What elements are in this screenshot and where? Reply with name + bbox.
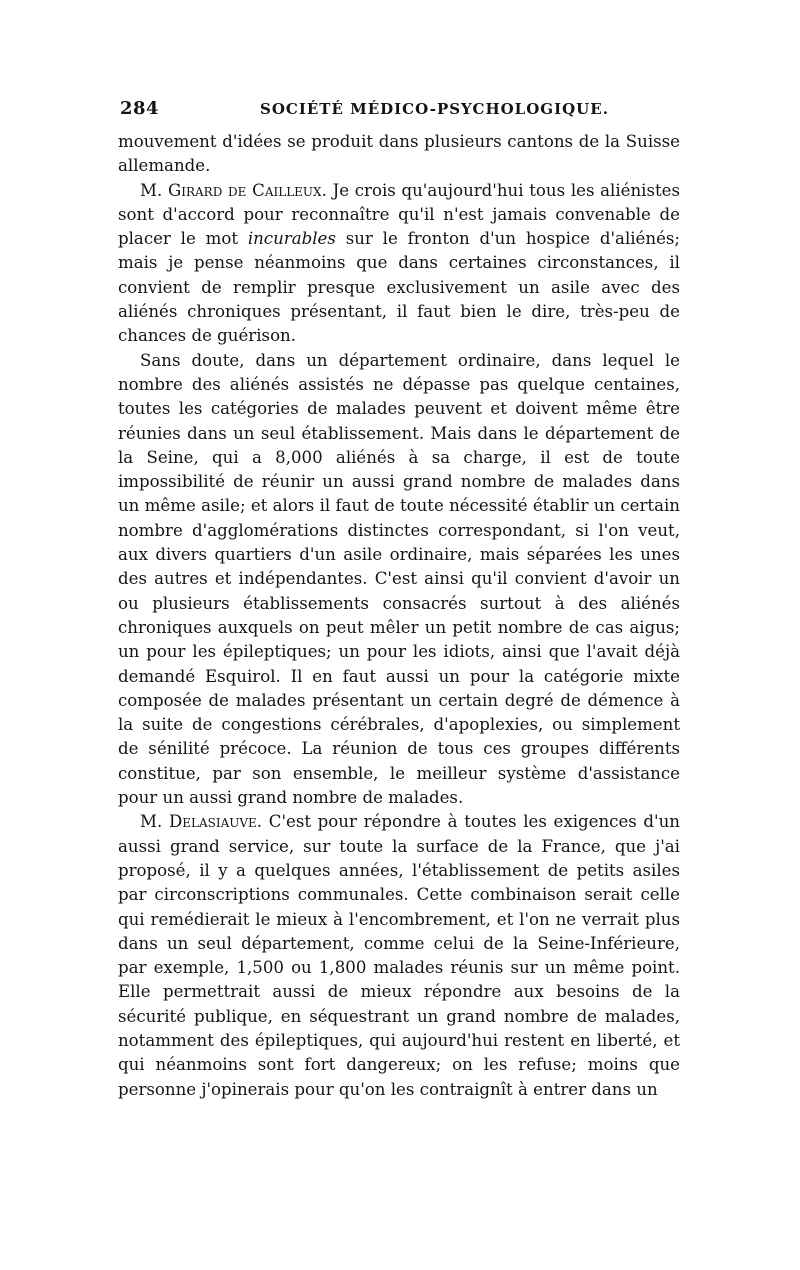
paragraph-delasiauve (118, 810, 680, 1102)
running-title: SOCIÉTÉ MÉDICO-PSYCHOLOGIQUE. (260, 100, 609, 118)
speaker-prefix: M. (140, 180, 163, 200)
paragraph-sans-doute (118, 349, 680, 811)
speaker-prefix: M. (140, 812, 163, 832)
paragraph-continuation (118, 130, 680, 179)
paragraph-text: Je crois qu'aujourd'hui tous les aliénistes sont d'accord pour reconnaître qu'il n'est jamais convenable de placer le mot (118, 180, 681, 249)
paragraph-text: sur le fronton d'un hospice d'aliénés; mais je pense néanmoins que dans certaines circonstances, il convient de remplir presque exclusivement un asile avec des aliénés chroniques présentant, il faut bien le dire, très-peu de chances de guérison. (118, 229, 680, 346)
paragraph-text: C'est pour répondre à toutes les exigences d'un aussi grand service, sur toute la surface de la France, que j'ai proposé, il y a quelques années, l'établissement de petits asiles par circonscriptions communales. Cette combinaison serait celle qui remédierait le mieux à l'encombrement, et l'on ne verrait plus dans un seul département, comme celui de la Seine-Inférieure, par exemple, 1,500 ou 1,800 malades réunis sur un même point. Elle permettrait aussi de mieux répondre aux besoins de la sécurité publique, en séquestrant un grand nombre de malades, notamment des épileptiques, qui aujourd'hui restent en liberté, et qui néanmoins sont fort dangereux; on les refuse; moins que personne j'opinerais pour qu'on les contraignît à entrer dans un (118, 812, 680, 1099)
speaker-name: Delasiauve. (168, 812, 263, 832)
running-head (118, 96, 680, 124)
document-page (118, 96, 680, 1102)
speaker-name: Girard de Cailleux. (167, 180, 327, 200)
italic-term: incurables (247, 229, 336, 249)
paragraph-text: Sans doute, dans un département ordinaire, dans lequel le nombre des aliénés assistés ne dépasse pas quelque centaines, toutes les catégories de malades peuvent et doivent même être réunies dans un seul établissement. Mais dans le département de la Seine, qui a 8,000 aliénés à sa charge, il est de toute impossibilité de réunir un aussi grand nombre de malades dans un même asile; et alors il faut de toute nécessité établir un certain nombre d'agglomérations distinctes correspondant, si l'on veut, aux divers quartiers d'un asile ordinaire, mais séparées les unes des autres et indépendantes. C'est ainsi qu'il convient d'avoir un ou plusieurs établissements consacrés surtout à des aliénés chroniques auxquels on peut mêler un petit nombre de cas aigus; un pour les épileptiques; un pour les idiots, ainsi que l'avait déjà demandé Esquirol. Il en faut aussi un pour la catégorie mixte composée de malades présentant un certain degré de démence à la suite de congestions cérébrales, d'apoplexies, ou simplement de sénilité précoce. La réunion de tous ces groupes différents constitue, par son ensemble, le meilleur système d'assistance pour un aussi grand nombre de malades. (118, 350, 680, 808)
body-text (118, 130, 680, 1102)
paragraph-girard (118, 179, 680, 349)
paragraph-text: mouvement d'idées se produit dans plusieurs cantons de la Suisse allemande. (118, 132, 680, 176)
page-number: 284 (120, 98, 160, 119)
